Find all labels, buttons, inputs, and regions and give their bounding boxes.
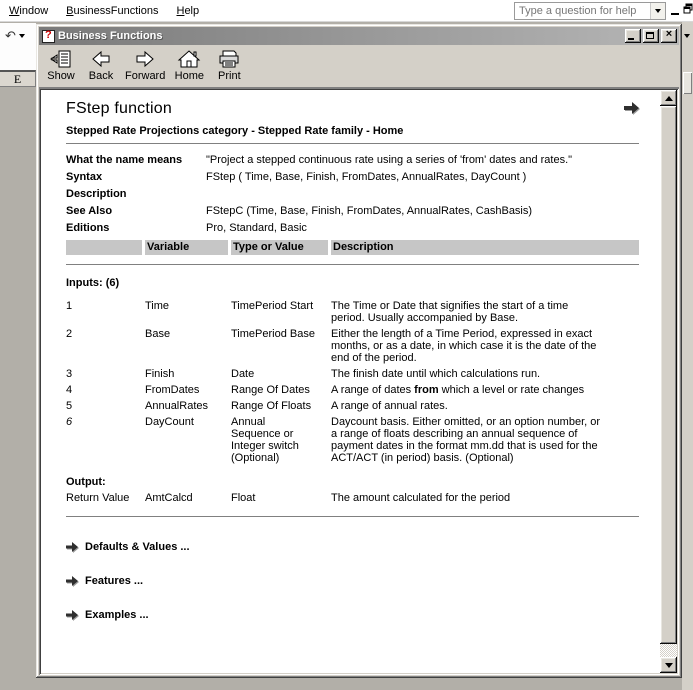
field-description: Description bbox=[66, 188, 127, 200]
help-content bbox=[41, 90, 660, 673]
scroll-down-icon bbox=[665, 663, 673, 668]
next-topic-arrow-icon[interactable] bbox=[624, 102, 640, 115]
link-defaults-values[interactable]: Defaults & Values ... bbox=[66, 541, 652, 553]
forward-button[interactable] bbox=[121, 47, 169, 86]
app-menubar bbox=[0, 0, 693, 22]
forward-icon bbox=[133, 49, 157, 69]
chevron-down-icon[interactable] bbox=[650, 3, 665, 19]
field-what-the-name-means: What the name means "Project a stepped continuous rate using a series of 'from' dates and rates." bbox=[66, 154, 573, 166]
topic-links bbox=[66, 541, 652, 621]
field-see-also: See Also FStepC (Time, Base, Finish, FromDates, AnnualRates, CashBasis) bbox=[66, 205, 533, 217]
table-row: 5 AnnualRates Range Of Floats A range of annual rates. bbox=[66, 400, 448, 412]
table-row: 1 Time TimePeriod Start The Time or Date that signifies the start of a time period. Usually accompanied by Base. bbox=[66, 300, 569, 324]
help-content-frame bbox=[39, 88, 679, 675]
app-toolbar-fragment bbox=[0, 23, 36, 70]
question-placeholder: Type a question for help bbox=[519, 5, 637, 17]
help-window-title: Business Functions bbox=[58, 30, 163, 42]
scroll-up-button[interactable] bbox=[660, 90, 677, 106]
scroll-up-icon bbox=[665, 96, 673, 101]
table-row: 4 FromDates Range Of Dates A range of dates from which a level or rate changes bbox=[66, 384, 585, 396]
breadcrumb[interactable]: Stepped Rate Projections category - Stepped Rate family - Home bbox=[66, 125, 404, 137]
undo-button[interactable] bbox=[5, 27, 31, 44]
arrow-icon bbox=[66, 576, 79, 587]
field-syntax: Syntax FStep ( Time, Base, Finish, FromDates, AnnualRates, DayCount ) bbox=[66, 171, 527, 183]
show-button[interactable] bbox=[41, 47, 81, 86]
workspace-background bbox=[0, 88, 36, 690]
table-header-row bbox=[66, 240, 639, 255]
help-toolbar bbox=[39, 45, 679, 88]
table-row: 2 Base TimePeriod Base Either the length of a Time Period, expressed in exact months, or as a date, in which case it is the date of the end of the period. bbox=[66, 328, 597, 364]
arrow-icon bbox=[66, 610, 79, 621]
divider bbox=[66, 264, 639, 265]
workbook-restore-button[interactable] bbox=[683, 3, 693, 17]
help-titlebar[interactable] bbox=[39, 27, 679, 45]
help-document-icon: ? bbox=[42, 30, 55, 43]
restore-icon bbox=[683, 3, 693, 15]
table-header-type: Type or Value bbox=[231, 240, 328, 255]
print-button[interactable] bbox=[209, 47, 249, 86]
table-header-variable: Variable bbox=[145, 240, 228, 255]
help-window bbox=[36, 24, 682, 678]
maximize-icon bbox=[646, 32, 654, 39]
divider bbox=[66, 516, 639, 517]
print-icon bbox=[217, 49, 241, 69]
maximize-button[interactable] bbox=[643, 29, 659, 43]
home-label: Home bbox=[174, 70, 205, 82]
undo-icon: ↶ bbox=[5, 28, 16, 43]
menu-window[interactable]: Window bbox=[9, 4, 49, 17]
output-heading: Output: bbox=[66, 476, 106, 488]
link-features[interactable]: Features ... bbox=[66, 575, 652, 587]
table-header-blank bbox=[66, 240, 142, 255]
arrow-icon bbox=[66, 542, 79, 553]
output-row: Return Value AmtCalcd Float The amount calculated for the period bbox=[66, 492, 511, 504]
close-button[interactable] bbox=[661, 29, 677, 43]
back-button[interactable] bbox=[81, 47, 121, 86]
table-header-description: Description bbox=[331, 240, 639, 255]
chevron-down-icon bbox=[19, 34, 25, 38]
scroll-down-button[interactable] bbox=[660, 657, 677, 673]
show-icon bbox=[49, 49, 73, 69]
close-icon: × bbox=[665, 28, 673, 40]
question-for-help-input[interactable] bbox=[514, 2, 666, 20]
scrollbar-fragment bbox=[683, 72, 692, 94]
minimize-button[interactable] bbox=[625, 29, 641, 43]
home-icon bbox=[177, 49, 201, 69]
table-row: 3 Finish Date The finish date until which calculations run. bbox=[66, 368, 541, 380]
menu-help[interactable]: Help bbox=[176, 4, 200, 17]
link-examples[interactable]: Examples ... bbox=[66, 609, 652, 621]
show-label: Show bbox=[47, 70, 75, 82]
menu-businessfunctions[interactable]: BusinessFunctions bbox=[66, 4, 159, 17]
back-label: Back bbox=[88, 70, 114, 82]
workbook-minimize-button[interactable] bbox=[668, 4, 681, 18]
summary-fields bbox=[66, 154, 639, 236]
divider bbox=[66, 143, 639, 144]
minimize-icon bbox=[628, 38, 634, 40]
toolbar-options-icon[interactable] bbox=[684, 34, 690, 38]
field-editions: Editions Pro, Standard, Basic bbox=[66, 222, 307, 234]
forward-label: Forward bbox=[125, 70, 166, 82]
vertical-scrollbar[interactable] bbox=[660, 90, 677, 673]
back-icon bbox=[89, 49, 113, 69]
print-label: Print bbox=[218, 70, 241, 82]
minimize-icon bbox=[671, 13, 679, 15]
scrollbar-thumb[interactable] bbox=[660, 106, 677, 644]
home-button[interactable] bbox=[169, 47, 209, 86]
excel-column-header-e[interactable]: E bbox=[0, 70, 36, 87]
inputs-heading: Inputs: (6) bbox=[66, 277, 120, 289]
table-row: 6 DayCount Annual Sequence or Integer switch (Optional) Daycount basis. Either omitted, or an option number, or a range of floats describing an annual sequence of payment dates in the format mm.dd that is used for the ACT/ACT (in period) basis. (Optional) bbox=[66, 416, 601, 464]
page-title: FStep function bbox=[66, 100, 172, 117]
app-right-strip bbox=[682, 22, 693, 690]
